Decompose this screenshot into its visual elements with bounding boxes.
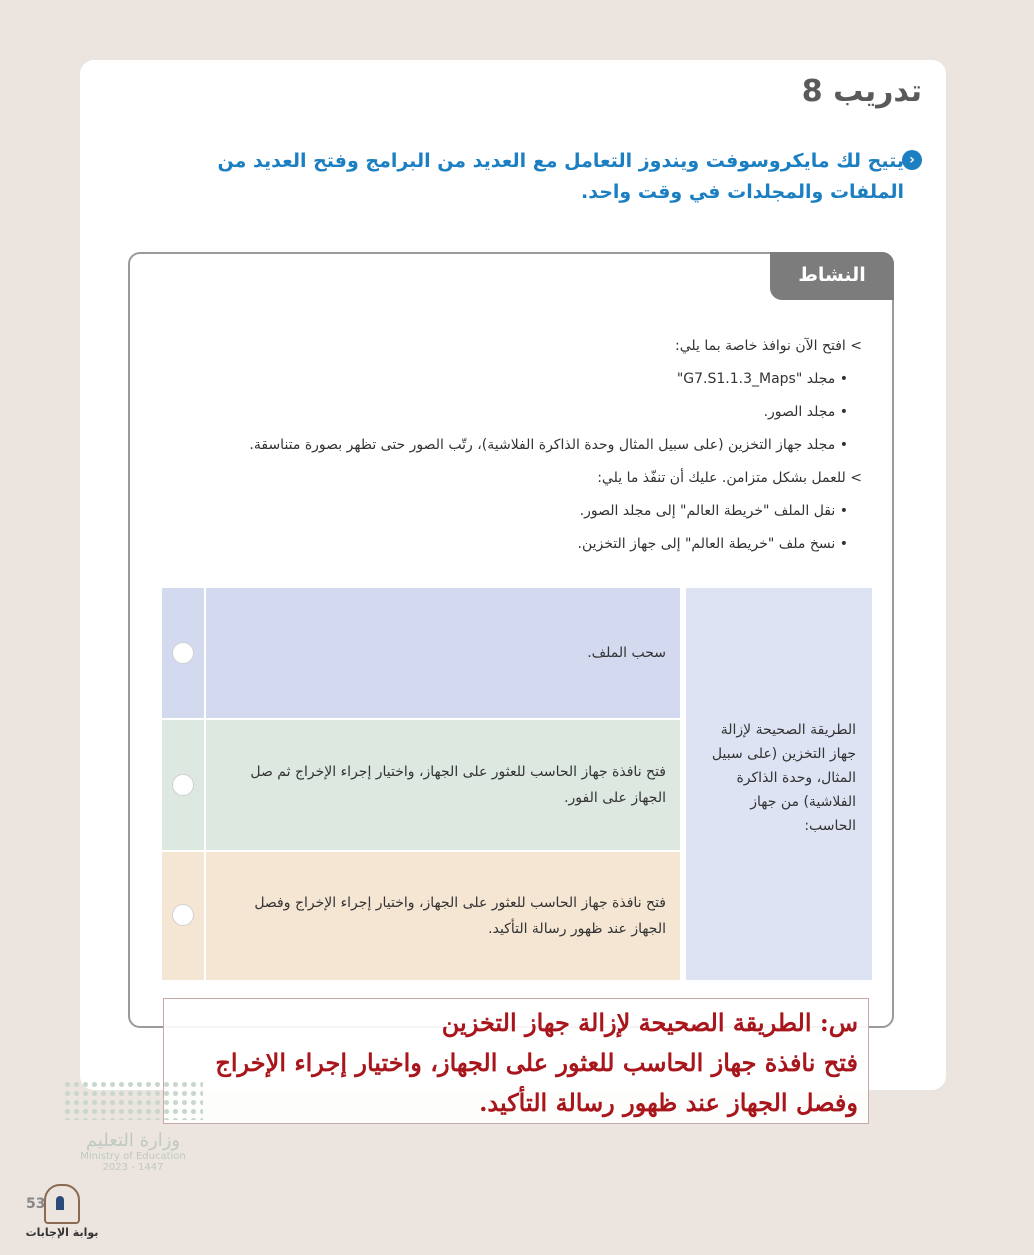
answer-line: وفصل الجهاز عند ظهور رسالة التأكيد. <box>479 1088 858 1117</box>
step-item: > افتح الآن نوافذ خاصة بما يلي: <box>142 330 862 363</box>
option-row <box>206 588 680 718</box>
site-logo[interactable] <box>16 1184 108 1244</box>
step-item: • نقل الملف "خريطة العالم" إلى مجلد الصور. <box>142 495 848 528</box>
gate-icon <box>44 1184 80 1224</box>
page-number: 53 <box>26 1196 46 1212</box>
option-row <box>206 852 680 980</box>
step-item: > للعمل بشكل متزامن. عليك أن تنفّذ ما يلي: <box>142 462 862 495</box>
exercise-title: تدريب 8 <box>801 74 922 109</box>
site-logo-text: بوابة الإجابات <box>25 1226 99 1239</box>
ministry-name-en: Ministry of Education <box>80 1151 186 1162</box>
ministry-logo <box>58 1080 208 1200</box>
option-row <box>206 720 680 850</box>
option-text: فتح نافذة جهاز الحاسب للعثور على الجهاز، واختيار إجراء الإخراج ثم صل الجهاز على الفور. <box>250 764 666 806</box>
ministry-name-ar: وزارة التعليم <box>85 1130 181 1151</box>
intro-text: يتيح لك مايكروسوفت ويندوز التعامل مع العديد من البرامج وفتح العديد من الملفات والمجلدات في وقت واحد. <box>217 150 904 203</box>
ministry-dots-icon <box>63 1080 203 1120</box>
option-text: سحب الملف. <box>587 645 666 661</box>
option-radio-column <box>162 720 204 850</box>
answer-line: س: الطريقة الصحيحة لإزالة جهاز التخزين <box>441 1008 858 1037</box>
option-radio-column <box>162 588 204 718</box>
option-text: فتح نافذة جهاز الحاسب للعثور على الجهاز، واختيار إجراء الإخراج وفصل الجهاز عند ظهور رسالة التأكيد. <box>254 895 666 937</box>
answer-overlay <box>163 998 869 1124</box>
option-radio[interactable] <box>172 904 194 926</box>
activity-tab: النشاط <box>770 252 894 300</box>
ministry-years: 2023 - 1447 <box>102 1162 164 1173</box>
step-item: • مجلد جهاز التخزين (على سبيل المثال وحدة الذاكرة الفلاشية)، رتّب الصور حتى تظهر بصورة متناسقة. <box>142 429 848 462</box>
step-item: • مجلد "G7.S1.1.3_Maps" <box>142 363 848 396</box>
option-radio[interactable] <box>172 642 194 664</box>
activity-steps <box>142 330 862 561</box>
step-item: • نسخ ملف "خريطة العالم" إلى جهاز التخزين. <box>142 528 848 561</box>
question-prompt: الطريقة الصحيحة لإزالة جهاز التخزين (على سبيل المثال، وحدة الذاكرة الفلاشية) من جهاز الحاسب: <box>686 588 872 980</box>
answer-line: فتح نافذة جهاز الحاسب للعثور على الجهاز، واختيار إجراء الإخراج <box>215 1048 858 1077</box>
option-radio-column <box>162 852 204 980</box>
option-radio[interactable] <box>172 774 194 796</box>
step-item: • مجلد الصور. <box>142 396 848 429</box>
question-table <box>162 588 872 980</box>
chevron-left-icon: ‹ <box>902 150 922 170</box>
